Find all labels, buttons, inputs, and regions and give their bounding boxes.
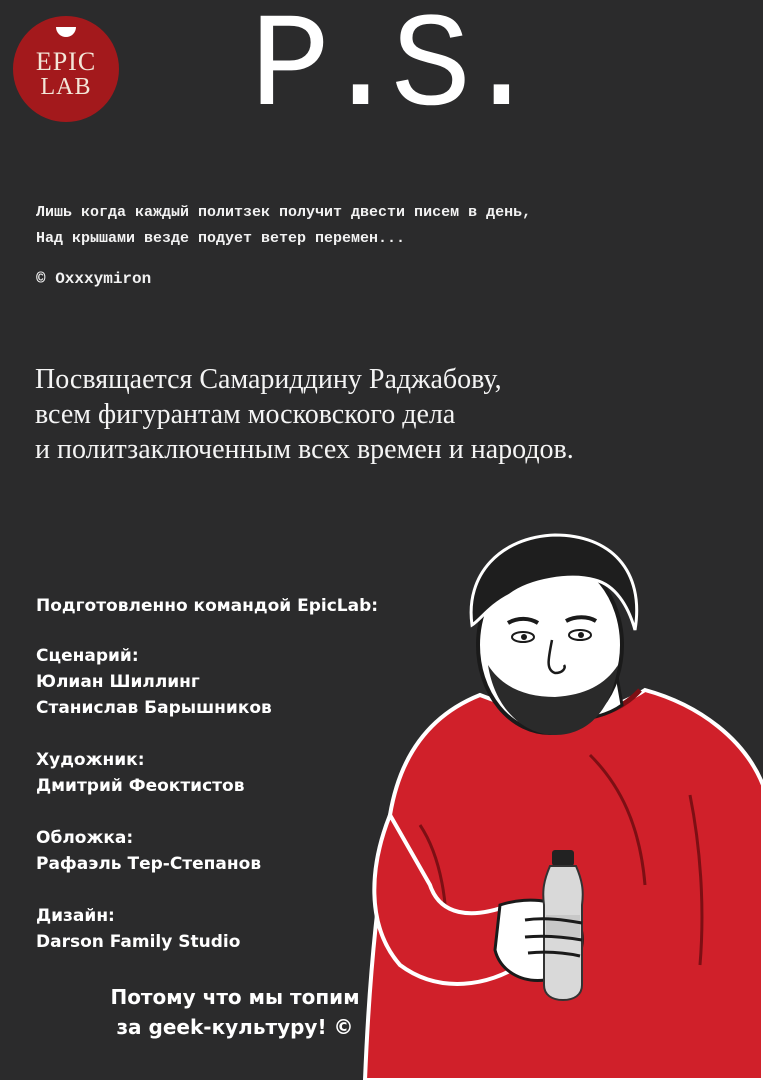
quote-author: © Oxxxymiron (36, 270, 152, 288)
artist-name: Дмитрий Феоктистов (36, 776, 245, 796)
page-title: P.S. (250, 0, 532, 145)
quote-line: Над крышами везде подует ветер перемен... (36, 230, 406, 247)
logo-text-epic: EPIC (35, 47, 97, 76)
dedication-line: и политзаключенным всех времен и народов. (35, 434, 574, 465)
cover-label: Обложка: (36, 828, 134, 848)
script-name: Станислав Барышников (36, 698, 272, 718)
credits-heading: Подготовленно командой EpicLab: (36, 596, 379, 616)
artist-label: Художник: (36, 750, 145, 770)
script-name: Юлиан Шиллинг (36, 672, 200, 692)
dedication-line: всем фигурантам московского дела (35, 399, 456, 430)
dedication-line: Посвящается Самариддину Раджабову, (35, 364, 502, 395)
portrait-illustration (360, 525, 763, 1080)
logo-eye-mark (56, 27, 76, 37)
slogan-line: Потому что мы топим (110, 985, 360, 1009)
logo-text-lab: LAB (40, 74, 92, 100)
slogan-line: за geek-культуру! © (116, 1015, 354, 1039)
script-label: Сценарий: (36, 646, 139, 666)
epiclab-logo (13, 16, 119, 122)
slogan (60, 982, 410, 1042)
dedication (35, 362, 755, 467)
cover-name: Рафаэль Тер-Степанов (36, 854, 262, 874)
design-label: Дизайн: (36, 906, 115, 926)
quote-line: Лишь когда каждый политзек получит двести писем в день, (36, 204, 532, 221)
design-name: Darson Family Studio (36, 932, 241, 952)
bottle-cap (552, 850, 574, 866)
epigraph-quote (36, 200, 751, 252)
